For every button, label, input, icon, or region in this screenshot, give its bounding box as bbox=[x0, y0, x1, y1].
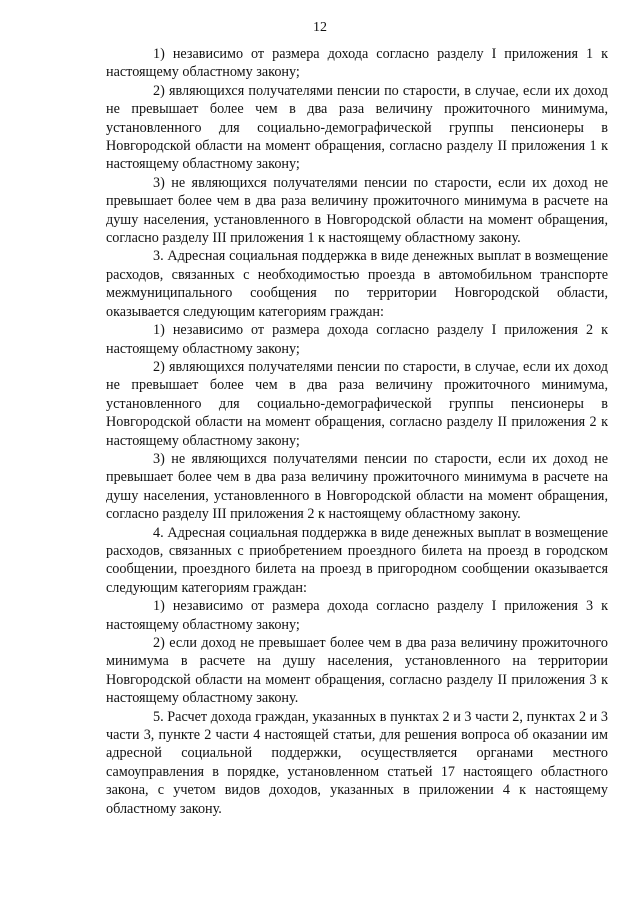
paragraph-part4-intro: 4. Адресная социальная поддержка в виде денежных выплат в возмещение расходов, связанных с приобретением проездного билета на проезд в городском сообщении, проездного билета на проезд в пригородном сообщении оказывается следующим категориям граждан: bbox=[106, 524, 608, 596]
paragraph-part2-item3: 3) не являющихся получателями пенсии по старости, если их доход не превышает более чем в два раза величину прожиточного минимума в расчете на душу населения, установленного в Новгородской области на момент обращения, согласно разделу III приложения 1 к настоящему областному закону. bbox=[106, 174, 608, 247]
paragraph-part3-intro: 3. Адресная социальная поддержка в виде денежных выплат в возмещение расходов, связанных с необходимостью проезда в автомобильном транспорте межмуниципального сообщения по территории Новгородской области, оказывается следующим категориям граждан: bbox=[106, 248, 608, 320]
paragraph-part2-item1: 1) независимо от размера дохода согласно разделу I приложения 1 к настоящему областному закону; bbox=[106, 46, 608, 81]
paragraph-part3-item1: 1) независимо от размера дохода согласно разделу I приложения 2 к настоящему областному закону; bbox=[106, 322, 608, 357]
paragraph-part4-item1: 1) независимо от размера дохода согласно разделу I приложения 3 к настоящему областному закону; bbox=[106, 598, 608, 633]
paragraph-part5: 5. Расчет дохода граждан, указанных в пунктах 2 и 3 части 2, пунктах 2 и 3 части 3, пункте 2 части 4 настоящей статьи, для решения вопроса об оказании им адресной социальной поддержки, осуществляется органами местного самоуправления в порядке, установленном статьей 17 настоящего областного закона, с учетом видов доходов, указанных в приложении 4 к настоящему областному закону. bbox=[106, 708, 608, 817]
paragraph-part4-item2: 2) если доход не превышает более чем в два раза величину прожиточного минимума в расчете на душу населения, установленного на территории Новгородской области на момент обращения, согласно разделу II приложения 3 к настоящему областному закону. bbox=[106, 635, 608, 707]
paragraph-part3-item3: 3) не являющихся получателями пенсии по старости, если их доход не превышает более чем в два раза величину прожиточного минимума в расчете на душу населения, установленного в Новгородской области на момент обращения, согласно разделу III приложения 2 к настоящему областному закону. bbox=[106, 450, 608, 523]
document-body bbox=[106, 45, 608, 818]
page-number: 12 bbox=[313, 20, 327, 35]
paragraph-part2-item2: 2) являющихся получателями пенсии по старости, в случае, если их доход не превышает более чем в два раза величину прожиточного минимума, установленного для социально-демографической группы пенсионеры в Новгородской области на момент обращения, согласно разделу II приложения 1 к настоящему областному закону; bbox=[106, 82, 608, 173]
paragraph-part3-item2: 2) являющихся получателями пенсии по старости, в случае, если их доход не превышает более чем в два раза величину прожиточного минимума, установленного для социально-демографической группы пенсионеры в Новгородской области на момент обращения, согласно разделу II приложения 2 к настоящему областному закону; bbox=[106, 358, 608, 449]
